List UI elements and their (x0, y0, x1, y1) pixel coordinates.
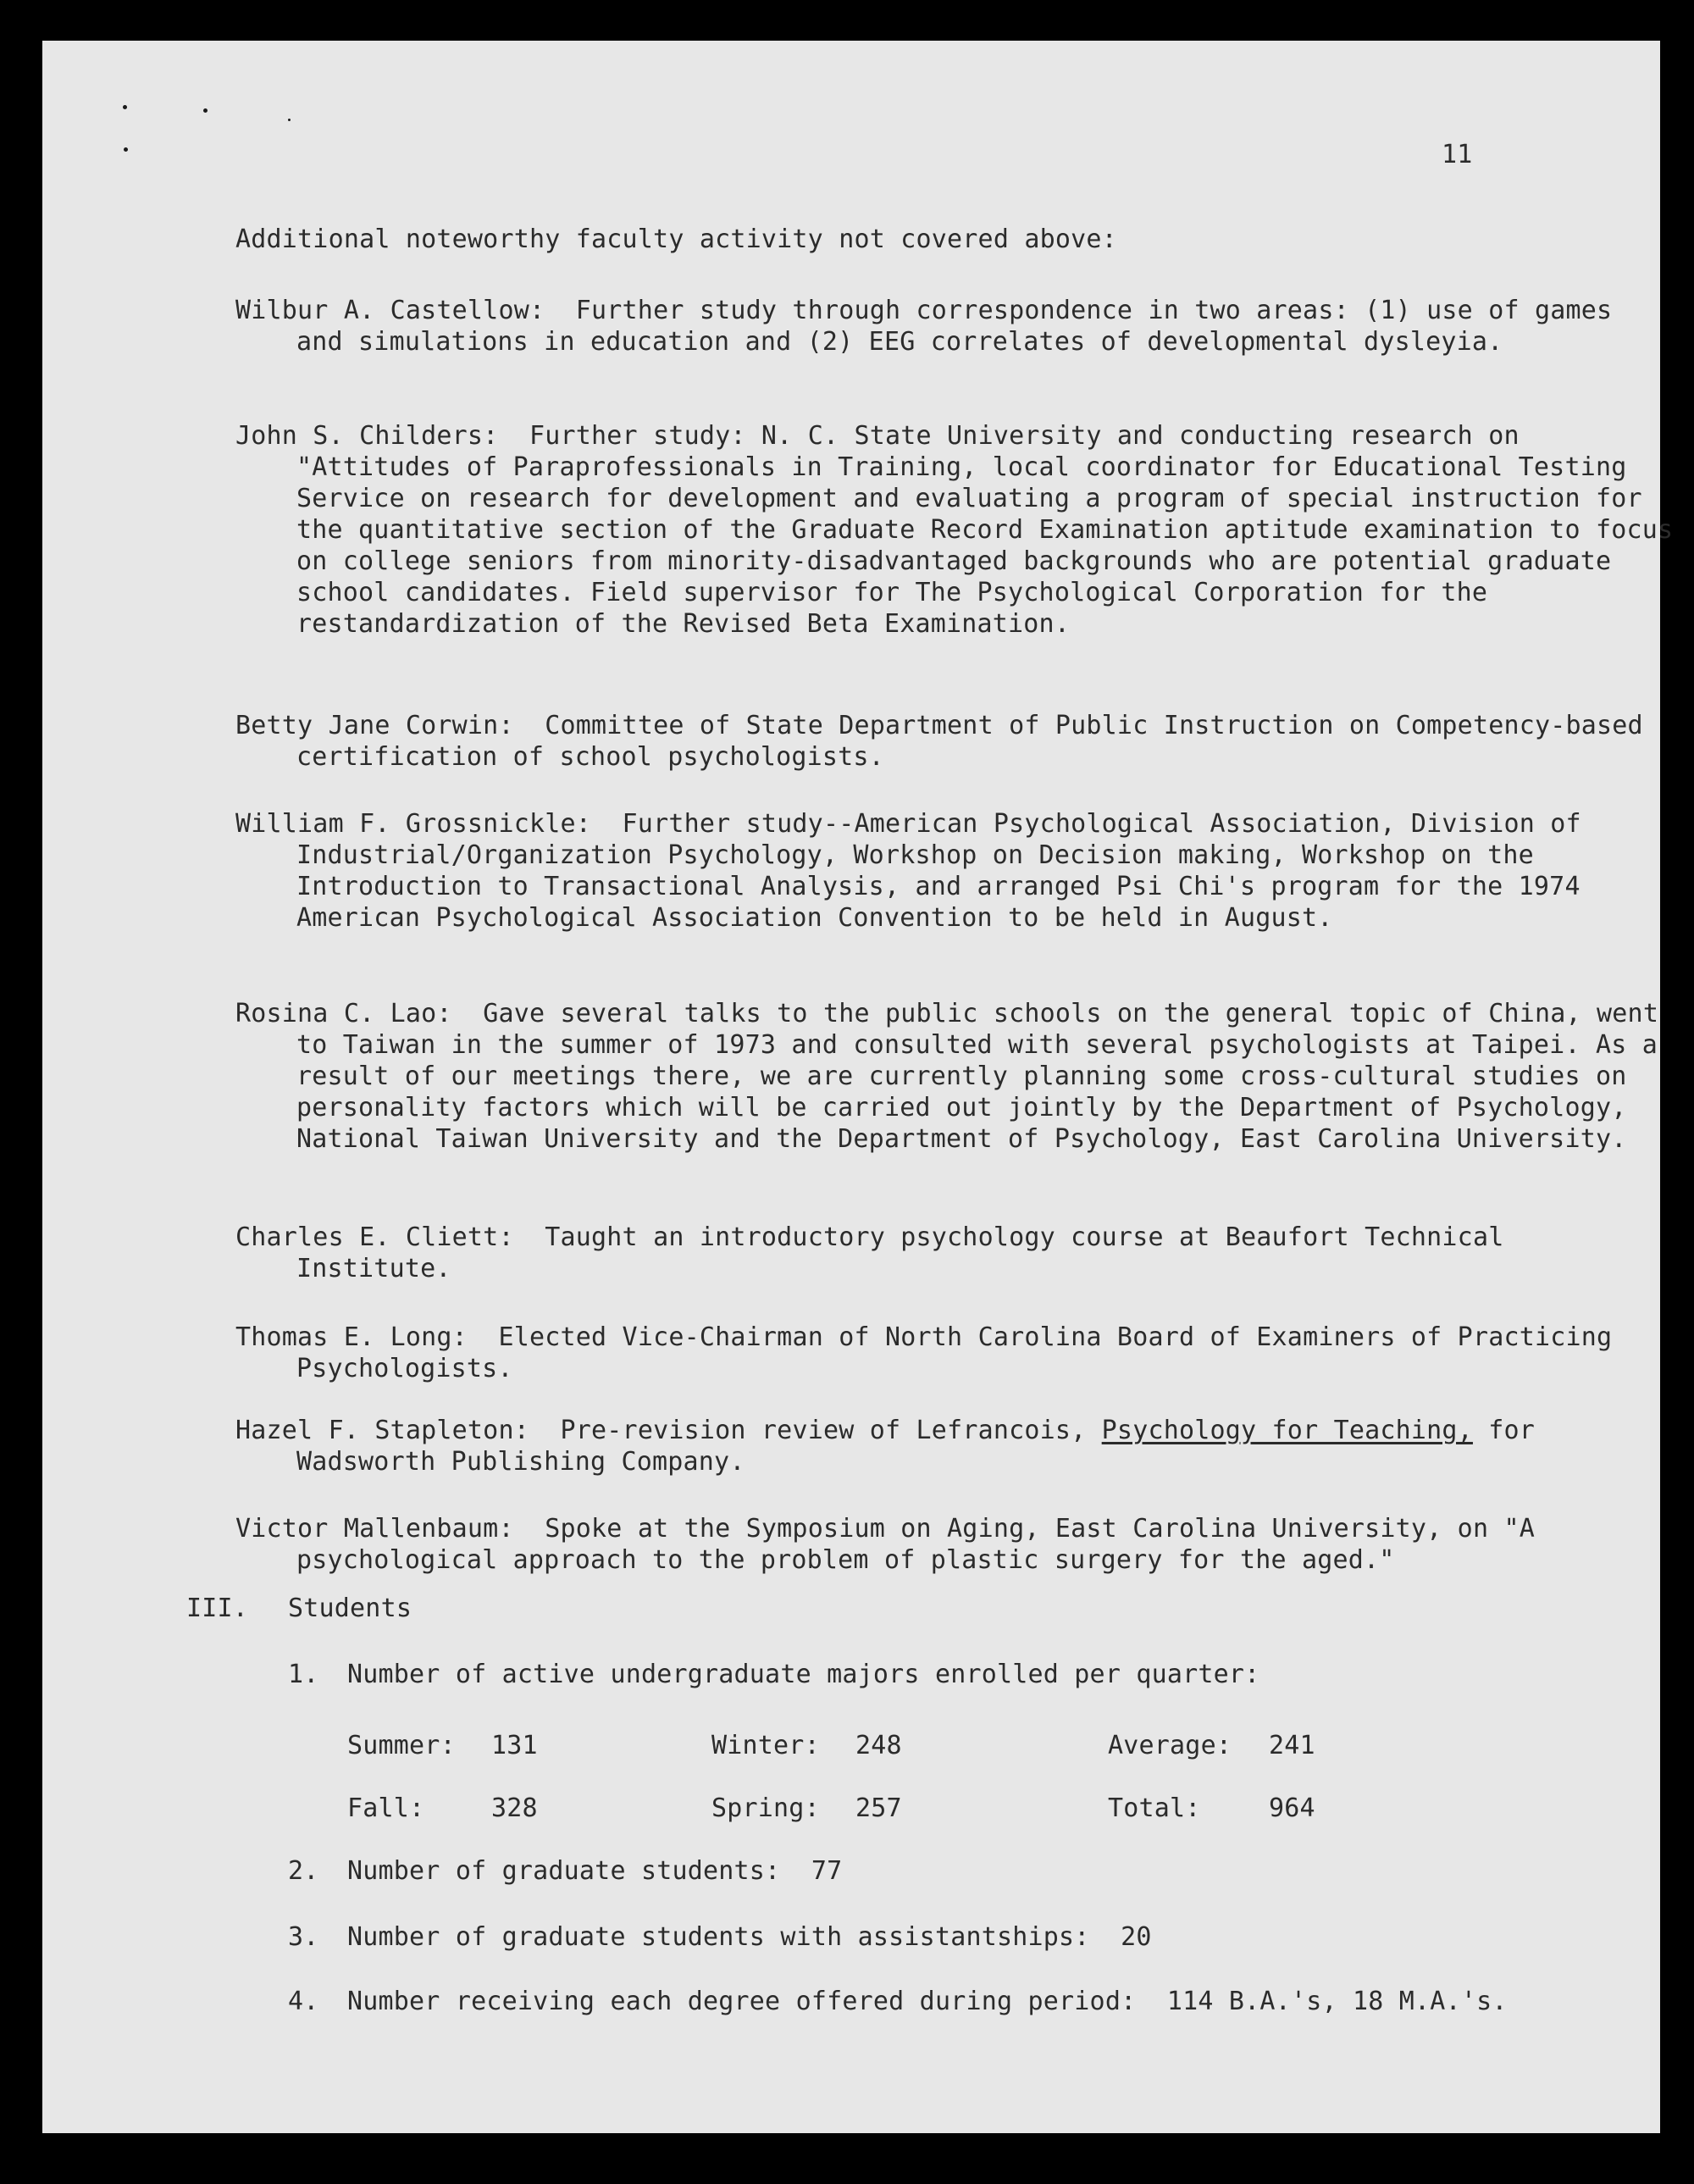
summer-label: Summer: (347, 1731, 456, 1760)
faculty-entry-long (235, 1322, 1652, 1384)
item-text: Number of active undergraduate majors enrolled per quarter: (347, 1660, 1260, 1689)
winter-label: Winter: (711, 1731, 820, 1760)
average-label: Average: (1108, 1731, 1232, 1760)
total-label: Total: (1108, 1793, 1201, 1823)
spring-value: 257 (855, 1793, 902, 1823)
spring-label: Spring: (711, 1793, 820, 1823)
faculty-activity: Further study through correspondence in two areas: (1) use of games and simulations in education and (2) EEG correlates of developmental dysleyia. (296, 296, 1613, 357)
speck-mark (203, 108, 208, 113)
faculty-activity: Spoke at the Symposium on Aging, East Carolina University, on "A psychological approach to the problem of plastic surgery for the aged." (296, 1514, 1535, 1575)
faculty-activity: Pre-revision review of Lefrancois, (560, 1416, 1102, 1445)
item-number: 3. (288, 1922, 319, 1952)
item-text: Number of graduate students with assistantships: 20 (347, 1922, 1152, 1952)
fall-value: 328 (491, 1793, 538, 1823)
section-numeral: III. (186, 1594, 249, 1623)
faculty-name: Charles E. Cliett: (235, 1222, 514, 1252)
faculty-activity: Further study: N. C. State University and conducting research on "Attitudes of Paraprofessionals in Training, local coordinator for Educational Testing Service on research for development and evaluating a program of special instruction for the quantitative section of the Graduate Record Examination aptitude examination to focus on college seniors from minority-disadvantaged backgrounds who are potential graduate school candidates. Field supervisor for The Psychological Corporation for the restandardization of the Revised Beta Examination. (296, 421, 1674, 639)
faculty-entry-childers (235, 420, 1686, 640)
item-text: Number receiving each degree offered during period: 114 B.A.'s, 18 M.A.'s. (347, 1987, 1508, 2016)
faculty-name: Betty Jane Corwin: (235, 711, 514, 740)
speck-mark (124, 147, 128, 152)
faculty-entry-lao (235, 998, 1686, 1155)
faculty-name: Hazel F. Stapleton: (235, 1416, 529, 1445)
winter-value: 248 (855, 1731, 902, 1760)
faculty-activity: Further study--American Psychological Association, Division of Industrial/Organization Psychology, Workshop on Decision making, Workshop on the Introduction to Transactional Analysis, and arranged Psi Chi's program for the 1974 American Psychological Association Convention to be held in August. (296, 809, 1581, 933)
speck-mark (288, 119, 291, 121)
page-number: 11 (1442, 140, 1473, 169)
faculty-activity: Committee of State Department of Public Instruction on Competency-based certification of school psychologists. (296, 711, 1643, 772)
faculty-activity-continued: for Wadsworth Publishing Company. (296, 1416, 1535, 1477)
faculty-name: Victor Mallenbaum: (235, 1514, 514, 1544)
faculty-name: John S. Childers: (235, 421, 499, 451)
faculty-entry-mallenbaum (235, 1513, 1652, 1576)
intro-heading: Additional noteworthy faculty activity not covered above: (235, 224, 1117, 254)
document-page (42, 41, 1674, 2133)
speck-mark (123, 105, 127, 109)
faculty-entry-grossnickle (235, 808, 1652, 934)
average-value: 241 (1269, 1731, 1315, 1760)
faculty-entry-corwin (235, 710, 1652, 773)
faculty-name: William F. Grossnickle: (235, 809, 592, 839)
faculty-activity: Elected Vice-Chairman of North Carolina Board of Examiners of Practicing Psychologists. (296, 1322, 1613, 1383)
section-title: Students (288, 1594, 412, 1623)
book-title: Psychology for Teaching, (1101, 1416, 1473, 1445)
faculty-entry-cliett (235, 1222, 1652, 1284)
faculty-activity: Taught an introductory psychology course at Beaufort Technical Institute. (296, 1222, 1504, 1283)
faculty-entry-stapleton (235, 1415, 1652, 1477)
fall-label: Fall: (347, 1793, 425, 1823)
faculty-entry-castellow (235, 295, 1652, 358)
faculty-name: Rosina C. Lao: (235, 999, 452, 1028)
item-number: 1. (288, 1660, 319, 1689)
item-text: Number of graduate students: 77 (347, 1856, 843, 1886)
summer-value: 131 (491, 1731, 538, 1760)
faculty-activity: Gave several talks to the public schools on the general topic of China, went to Taiwan in the summer of 1973 and consulted with several psychologists at Taipei. As a result of our meetings there, we are currently planning some cross-cultural studies on personality factors which will be carried out jointly by the Department of Psychology, National Taiwan University and the Department of Psychology, East Carolina University. (296, 999, 1659, 1154)
total-value: 964 (1269, 1793, 1315, 1823)
item-number: 2. (288, 1856, 319, 1886)
faculty-name: Wilbur A. Castellow: (235, 296, 545, 325)
item-number: 4. (288, 1987, 319, 2016)
faculty-name: Thomas E. Long: (235, 1322, 468, 1352)
